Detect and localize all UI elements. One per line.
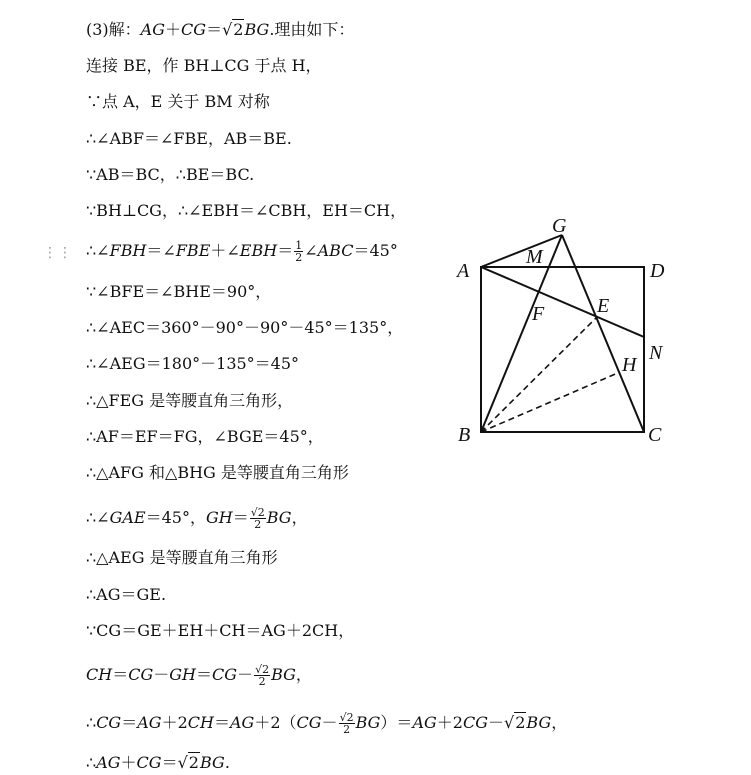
label-f: F — [532, 303, 545, 325]
solution-line-2: ∵点 A，E 关于 BM 对称 — [86, 92, 270, 111]
text-segment: ＝ — [232, 508, 249, 527]
solution-line-3: ∴∠ABF＝∠FBE，AB＝BE. — [86, 129, 292, 148]
radicand: 2 — [233, 20, 244, 39]
text-segment: ∴∠ — [86, 241, 110, 260]
solution-line-14: ∴△AEG 是等腰直角三角形 — [86, 548, 278, 567]
label-b: B — [458, 424, 471, 446]
fraction — [250, 507, 266, 530]
solution-line-18 — [86, 712, 567, 735]
geometry-figure — [450, 205, 700, 450]
sqrt-sign: √ — [504, 713, 515, 732]
label-c: C — [648, 424, 662, 446]
text-segment: ＝ — [112, 665, 129, 684]
solution-line-7: ∵∠BFE＝∠BHE＝90°， — [86, 282, 272, 301]
text-segment: － — [153, 665, 170, 684]
math-segment: CG — [296, 713, 322, 732]
text-segment: ∴ — [86, 753, 97, 772]
solution-line-4: ∵AB＝BC，∴BE＝BC. — [86, 165, 255, 184]
math-segment: BG — [266, 508, 292, 527]
label-h: H — [622, 354, 637, 376]
text-segment: ＝ — [213, 713, 230, 732]
text-segment: － — [237, 665, 254, 684]
solution-line-9: ∴∠AEG＝180°－135°＝45° — [86, 354, 300, 373]
denominator: 2 — [343, 723, 351, 736]
text-segment: ＝ — [161, 753, 178, 772]
text-segment: ＋ — [120, 753, 137, 772]
math-segment: CG — [462, 713, 488, 732]
solution-line-1: 连接 BE，作 BH⊥CG 于点 H， — [86, 56, 322, 75]
fraction — [294, 240, 303, 263]
math-segment: GAE — [109, 508, 146, 527]
text-segment: ， — [551, 713, 568, 732]
text-segment: ， — [295, 665, 312, 684]
math-segment: BG — [199, 753, 225, 772]
math-segment: AG — [229, 713, 255, 732]
solution-line-0 — [86, 20, 354, 40]
label-m: M — [526, 246, 543, 268]
drag-handle-icon[interactable]: ⋮⋮ — [43, 245, 73, 261]
math-segment: CG — [96, 713, 122, 732]
text-segment: . — [224, 753, 230, 772]
fraction — [254, 664, 270, 687]
math-segment: BG — [271, 665, 296, 684]
math-segment: FBE — [175, 241, 211, 260]
numerator: √2 — [250, 506, 265, 519]
text-segment: ＝∠ — [146, 241, 176, 260]
solution-line-12: ∴△AFG 和△BHG 是等腰直角三角形 — [86, 463, 349, 482]
label-g: G — [552, 215, 567, 237]
solution-line-5: ∵BH⊥CG，∴∠EBH＝∠CBH，EH＝CH， — [86, 201, 407, 220]
segment-an — [481, 267, 644, 337]
math-segment: CG — [128, 665, 154, 684]
denominator: 2 — [254, 518, 262, 531]
text-segment: ＋2（ — [254, 713, 297, 732]
text-segment: － — [321, 713, 338, 732]
label-n: N — [649, 342, 663, 364]
math-segment: CG — [136, 753, 162, 772]
sqrt-sign: √ — [177, 753, 188, 772]
solution-line-16: ∵CG＝GE＋EH＋CH＝AG＋2CH， — [86, 621, 355, 640]
math-segment: FBH — [109, 241, 147, 260]
label-d: D — [650, 260, 665, 282]
math-segment: BG — [244, 20, 270, 39]
math-segment: AG — [412, 713, 437, 732]
text-segment: ＋2 — [436, 713, 463, 732]
text-segment: ＝45°， — [145, 508, 206, 527]
segment-gc — [562, 235, 644, 432]
solution-line-13 — [86, 507, 308, 530]
text-segment: ＋∠ — [210, 241, 240, 260]
text-segment: ＝ — [196, 665, 213, 684]
text-segment: ＝ — [277, 241, 294, 260]
fraction — [339, 712, 355, 735]
solution-line-10: ∴△FEG 是等腰直角三角形， — [86, 391, 294, 410]
text-segment: ）＝ — [380, 713, 413, 732]
numerator: 1 — [295, 239, 303, 252]
denominator: 2 — [258, 675, 266, 688]
label-e: E — [597, 295, 610, 317]
solution-line-8: ∴∠AEC＝360°－90°－90°－45°＝135°， — [86, 318, 404, 337]
text-segment: ＝ — [206, 20, 223, 39]
segment-be-dashed — [481, 317, 597, 432]
text-segment: .理由如下： — [269, 20, 355, 39]
numerator: √2 — [339, 711, 354, 724]
solution-line-6 — [86, 240, 398, 263]
math-segment: CG — [181, 20, 207, 39]
math-segment: CG — [212, 665, 238, 684]
radicand: 2 — [515, 713, 526, 732]
math-segment: GH — [205, 508, 233, 527]
denominator: 2 — [295, 251, 303, 264]
math-segment: AG — [96, 753, 121, 772]
math-segment: BG — [355, 713, 381, 732]
solution-line-17 — [86, 664, 312, 687]
text-segment: ＝ — [121, 713, 138, 732]
label-a: A — [457, 260, 470, 282]
math-segment: CH — [187, 713, 214, 732]
math-segment: ABC — [317, 241, 354, 260]
numerator: √2 — [255, 663, 270, 676]
text-segment: (3)解： — [86, 20, 141, 39]
text-segment: － — [488, 713, 505, 732]
solution-line-11: ∴AF＝EF＝FG，∠BGE＝45°， — [86, 427, 324, 446]
sqrt-sign: √ — [222, 20, 233, 39]
math-segment: BG — [526, 713, 552, 732]
text-segment: ＋ — [165, 20, 182, 39]
radicand: 2 — [188, 753, 199, 772]
math-segment: GH — [169, 665, 196, 684]
math-segment: AG — [137, 713, 162, 732]
text-segment: ＝45° — [353, 241, 398, 260]
solution-line-19 — [86, 753, 230, 773]
text-segment: ∴ — [86, 713, 97, 732]
text-segment: ＋2 — [161, 713, 188, 732]
text-segment: ∴∠ — [86, 508, 110, 527]
text-segment: ∠ — [304, 241, 318, 260]
math-segment: EBH — [239, 241, 278, 260]
math-segment: AG — [140, 20, 166, 39]
solution-line-15: ∴AG＝GE. — [86, 585, 167, 604]
text-segment: ， — [291, 508, 308, 527]
math-segment: CH — [86, 665, 113, 684]
